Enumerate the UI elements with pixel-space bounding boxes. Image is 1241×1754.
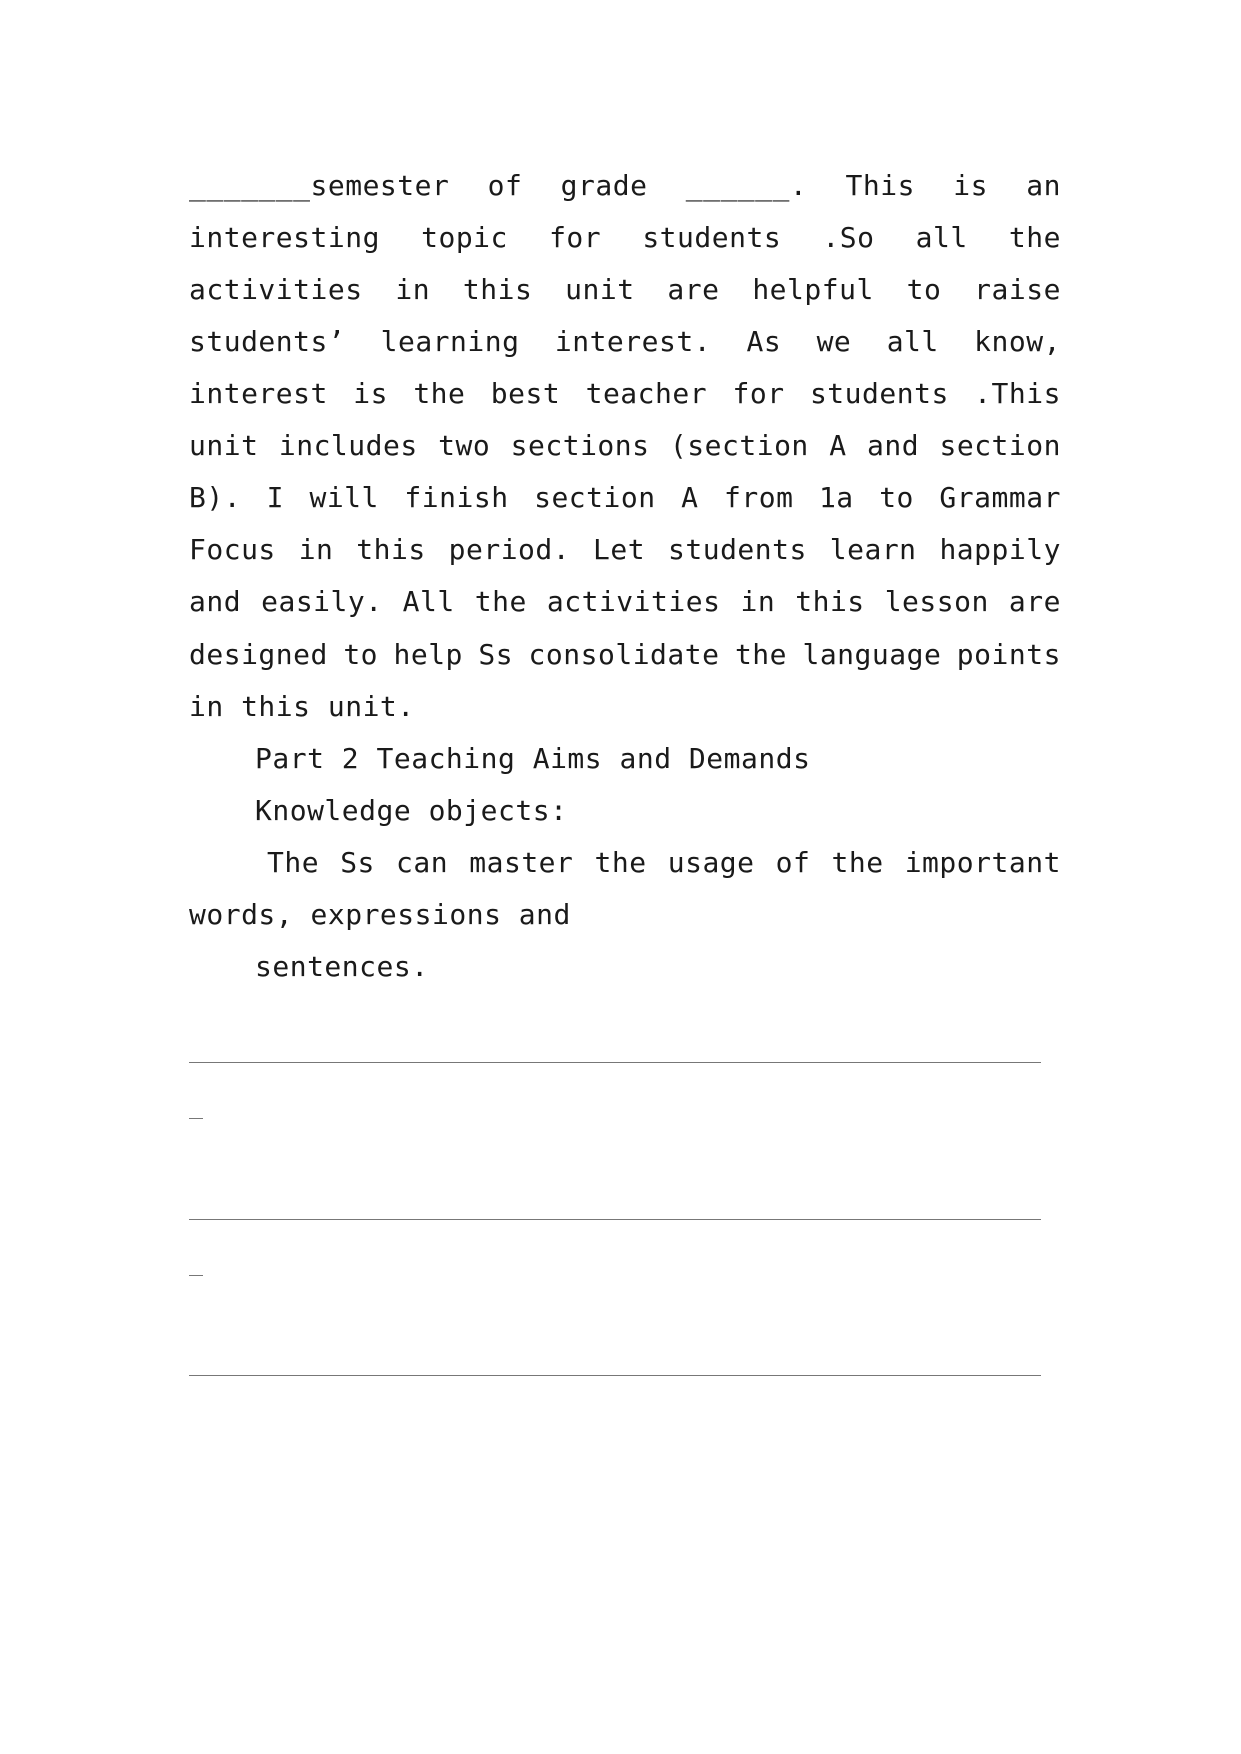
word: can xyxy=(396,846,449,879)
word: I xyxy=(266,481,284,514)
word: is xyxy=(353,377,388,410)
word: all xyxy=(915,221,968,254)
word: in xyxy=(395,273,431,306)
word: to xyxy=(343,638,379,671)
paragraph-line xyxy=(189,478,1061,518)
word: the xyxy=(734,638,788,671)
word: students xyxy=(642,221,782,254)
paragraph-line: in this unit. xyxy=(189,690,415,723)
objective-line: sentences. xyxy=(255,950,429,983)
word: in xyxy=(740,585,776,618)
word: this xyxy=(795,585,865,618)
paragraph-line xyxy=(189,270,1061,310)
word: Let xyxy=(593,533,646,566)
word: all xyxy=(886,325,939,358)
word: master xyxy=(469,846,574,879)
word: grade xyxy=(560,169,648,202)
fill-in-rule xyxy=(189,1062,1041,1063)
word: the xyxy=(474,585,527,618)
word: section xyxy=(534,481,656,514)
word: Grammar xyxy=(939,481,1061,514)
word: students xyxy=(668,533,807,566)
paragraph-line xyxy=(189,530,1061,570)
word: The xyxy=(267,846,320,879)
word: interesting xyxy=(189,221,380,254)
section-heading: Part 2 Teaching Aims and Demands xyxy=(255,742,811,775)
word: to xyxy=(879,481,914,514)
word: 1a xyxy=(818,481,854,514)
word: unit xyxy=(189,429,259,462)
word: .This xyxy=(974,377,1061,410)
word: two xyxy=(438,429,491,462)
word: important xyxy=(904,846,1061,879)
word: students’ xyxy=(189,325,346,358)
word: from xyxy=(724,481,794,514)
word: teacher xyxy=(585,377,708,410)
word: the xyxy=(413,377,466,410)
subheading: Knowledge objects: xyxy=(255,794,568,827)
word: we xyxy=(816,325,852,358)
paragraph-line xyxy=(189,635,1061,675)
word: to xyxy=(906,273,942,306)
word: interest. xyxy=(554,325,712,358)
word: A xyxy=(681,481,699,514)
word: and xyxy=(189,585,242,618)
word: this xyxy=(356,533,426,566)
word: this xyxy=(462,273,533,306)
word: consolidate xyxy=(528,638,720,671)
paragraph-line xyxy=(189,166,1061,206)
word: is xyxy=(953,169,988,202)
word: interest xyxy=(189,377,328,410)
word: ______. xyxy=(685,169,808,202)
word: topic xyxy=(421,221,508,254)
word: learning xyxy=(380,325,520,358)
word: learn xyxy=(829,533,917,566)
objective-line xyxy=(267,843,1061,883)
word: .So xyxy=(822,221,875,254)
fill-in-rule xyxy=(189,1375,1041,1376)
word: the xyxy=(1008,221,1061,254)
word: points xyxy=(956,638,1061,671)
word: activities xyxy=(546,585,721,618)
word: of xyxy=(775,846,811,879)
word: language xyxy=(802,638,942,671)
word: know, xyxy=(974,325,1061,358)
word: the xyxy=(831,846,884,879)
word: will xyxy=(309,481,379,514)
paragraph-line xyxy=(189,218,1061,258)
word: and xyxy=(866,429,920,462)
word: lesson xyxy=(884,585,989,618)
paragraph-line xyxy=(189,374,1061,414)
word: B). xyxy=(189,481,242,514)
word: help xyxy=(393,638,463,671)
word: activities xyxy=(189,273,363,306)
word: helpful xyxy=(752,273,874,306)
paragraph-line xyxy=(189,582,1061,622)
word: best xyxy=(490,377,561,410)
word: for xyxy=(732,377,785,410)
word: Ss xyxy=(340,846,375,879)
fill-in-rule-tail xyxy=(189,1275,203,1276)
word: easily. xyxy=(261,585,383,618)
word: finish xyxy=(404,481,509,514)
paragraph-line xyxy=(189,322,1061,362)
word: an xyxy=(1026,169,1061,202)
word: designed xyxy=(189,638,328,671)
word: usage xyxy=(667,846,755,879)
word: in xyxy=(298,533,334,566)
word: the xyxy=(594,846,647,879)
word: period. xyxy=(448,533,571,566)
word: for xyxy=(549,221,602,254)
word: section xyxy=(939,429,1061,462)
word: As xyxy=(746,325,782,358)
word: happily xyxy=(939,533,1061,566)
word: This xyxy=(845,169,915,202)
word: unit xyxy=(565,273,635,306)
word: of xyxy=(487,169,523,202)
word: (section xyxy=(669,429,809,462)
word: raise xyxy=(974,273,1061,306)
word: All xyxy=(402,585,455,618)
word: sections xyxy=(510,429,650,462)
word: are xyxy=(1008,585,1061,618)
word: Focus xyxy=(189,533,276,566)
word: A xyxy=(829,429,847,462)
paragraph-line xyxy=(189,426,1061,466)
fill-in-rule-tail xyxy=(189,1118,203,1119)
word: _______semester xyxy=(189,169,450,202)
objective-line: words, expressions and xyxy=(189,898,571,931)
fill-in-rule xyxy=(189,1219,1041,1220)
word: Ss xyxy=(478,638,514,671)
word: includes xyxy=(278,429,418,462)
word: are xyxy=(667,273,720,306)
word: students xyxy=(809,377,949,410)
